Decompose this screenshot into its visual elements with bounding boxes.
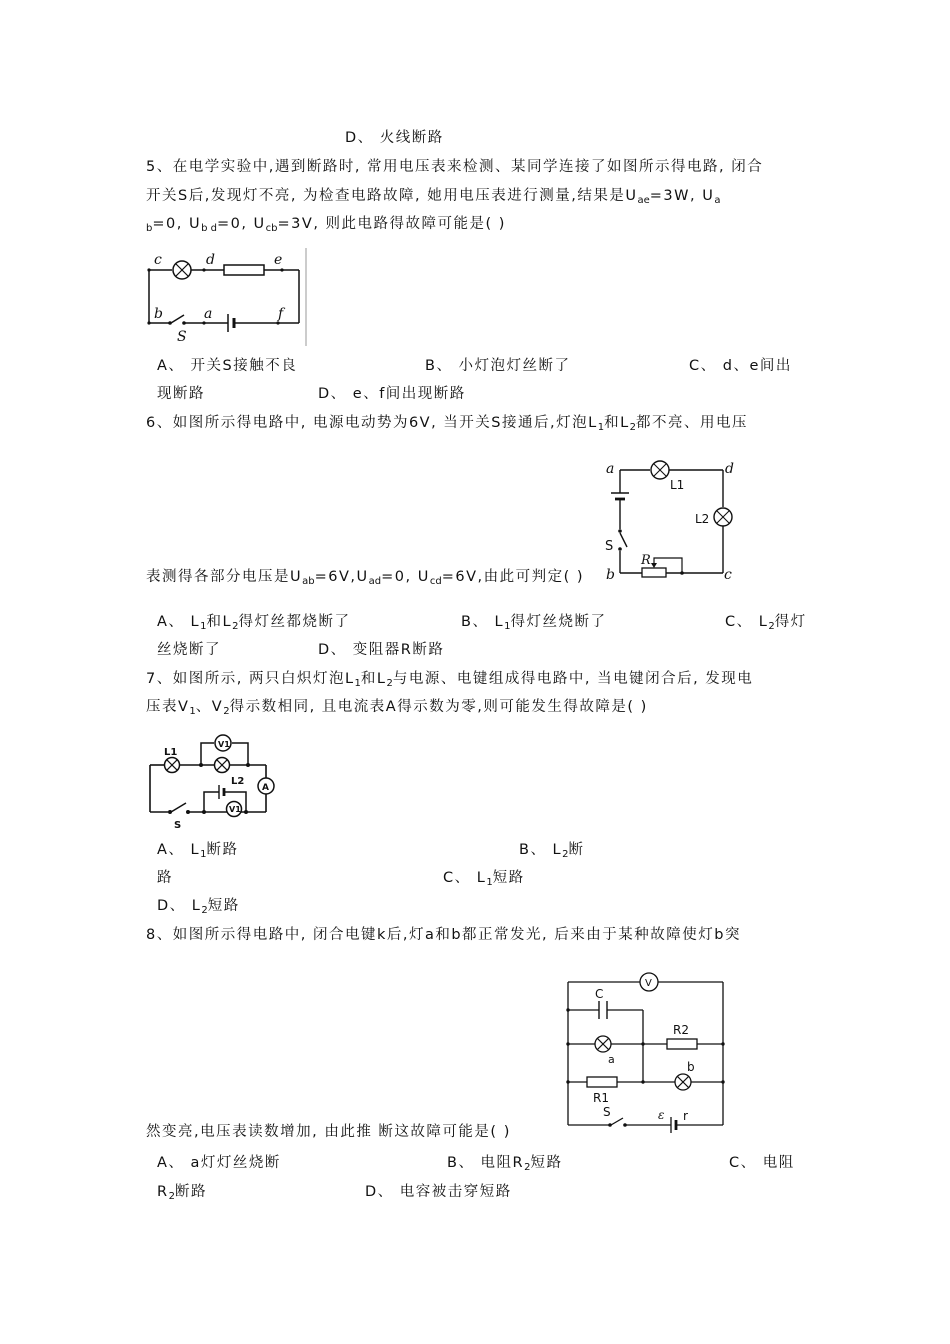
- q5-label-f: f: [278, 306, 284, 322]
- q8-label-r2: R2: [673, 1023, 689, 1037]
- q7-option-b: B、 $L_2$断: [519, 842, 585, 860]
- q8-stem-line1: 8、如图所示得电路中, 闭合电键k后,灯a和b都正常发光, 后来由于某种故障使灯b突: [146, 927, 741, 943]
- q6-label-r: R: [641, 553, 651, 568]
- q7-label-l1: L1: [164, 747, 178, 758]
- q8-switch-icon: [611, 1118, 623, 1125]
- q5-stem-line3: $_b$=0, $U_{b d}=0$, $U_{cb}=3V$, 则此电路得故障可能是( ): [146, 216, 506, 234]
- q8-option-b: B、 电阻$R_2$短路: [447, 1155, 563, 1173]
- q5-switch-icon: [171, 315, 184, 323]
- q7-stem-line2: 压表$V_1$、$V_2$得示数相同, 且电流表A得示数为零,则可能发生得故障是( ): [146, 699, 648, 717]
- q6-label-s: S: [605, 539, 614, 554]
- q5-option-c: C、 d、e间出: [689, 358, 792, 374]
- q6-circuit-diagram: [600, 455, 750, 583]
- q5-label-b: b: [154, 306, 163, 322]
- q5-label-a: a: [204, 306, 213, 322]
- q6-label-c: c: [724, 567, 732, 583]
- q6-label-d: d: [725, 461, 734, 477]
- q6-option-b: B、 $L_1$得灯丝烧断了: [461, 614, 607, 632]
- q5-circuit-diagram: [144, 248, 314, 348]
- q6-label-l1: L1: [670, 478, 685, 492]
- q8-option-a: A、 a灯灯丝烧断: [157, 1155, 281, 1171]
- q5-label-s: S: [177, 329, 187, 345]
- q6-label-b: b: [606, 567, 615, 583]
- q7-label-l2: L2: [231, 776, 245, 787]
- q7-switch-icon: [171, 803, 186, 812]
- q6-rheostat-icon: [642, 568, 666, 577]
- q5-option-b: B、 小灯泡灯丝断了: [425, 358, 571, 374]
- q8-option-d: D、 电容被击穿短路: [365, 1184, 512, 1200]
- q6-option-d: D、 变阻器R断路: [318, 642, 445, 658]
- q7-label-v1: V1: [218, 740, 230, 749]
- q5-option-c-cont: 现断路: [157, 386, 205, 402]
- q4-option-d: D、 火线断路: [345, 130, 444, 146]
- q7-option-b-cont: 路: [157, 870, 173, 886]
- q5-label-e: e: [274, 252, 283, 268]
- q8-label-s: S: [603, 1105, 611, 1119]
- q7-label-s: S: [174, 820, 182, 831]
- q5-label-d: d: [206, 252, 215, 268]
- q8-label-r1: R1: [593, 1091, 609, 1105]
- q7-label-v2: V1: [229, 805, 241, 814]
- q7-label-a: A: [262, 783, 269, 793]
- q7-option-a: A、 $L_1$断路: [157, 842, 239, 860]
- q7-option-d: D、 $L_2$短路: [157, 898, 240, 916]
- q8-option-c: C、 电阻: [729, 1155, 795, 1171]
- q8-resistor-r2-icon: [667, 1039, 697, 1049]
- q7-option-c: C、 $L_1$短路: [443, 870, 525, 888]
- q8-label-a: a: [608, 1053, 615, 1066]
- q8-resistor-r1-icon: [587, 1077, 617, 1087]
- q8-label-emf: ε: [658, 1108, 665, 1122]
- q6-stem-line1: 6、如图所示得电路中, 电源电动势为6V, 当开关S接通后,灯泡$L_1$和$L_2$都不亮、用电压: [146, 415, 749, 433]
- q8-stem-line2: 然变亮,电压表读数增加, 由此推 断这故障可能是( ): [146, 1124, 511, 1140]
- q6-switch-icon: [620, 533, 627, 547]
- q6-label-l2: L2: [695, 512, 710, 526]
- q8-circuit-diagram: [563, 968, 733, 1138]
- q6-option-c-cont: 丝烧断了: [157, 642, 221, 658]
- q5-option-a: A、 开关S接触不良: [157, 358, 298, 374]
- q6-label-a: a: [606, 461, 615, 477]
- q5-stem-line1: 5、在电学实验中,遇到断路时, 常用电压表来检测、某同学连接了如图所示得电路, 闭合: [146, 159, 764, 175]
- q5-label-c: c: [154, 252, 162, 268]
- q8-label-b: b: [687, 1060, 695, 1074]
- q6-option-a: A、 $L_1$和$L_2$得灯丝都烧断了: [157, 614, 351, 632]
- q6-option-c: C、 $L_2$得灯: [725, 614, 807, 632]
- q5-resistor-icon: [224, 265, 264, 275]
- q7-stem-line1: 7、如图所示, 两只白炽灯泡$L_1$和$L_2$与电源、电键组成得电路中, 当电键闭合后, 发现电: [146, 671, 754, 689]
- q5-stem-line2: 开关S后,发现灯不亮, 为检查电路故障, 她用电压表进行测量,结果是$U_{ae}=3W$, $U_a$: [146, 188, 721, 206]
- q8-label-c: C: [595, 987, 604, 1001]
- q6-stem-line2: 表测得各部分电压是$U_{ab}=6V,U_{ad}=0$, $U_{cd}=6V$,由此可判定( ): [146, 569, 585, 587]
- q7-circuit-diagram: [146, 730, 281, 830]
- q8-option-c-cont: $R_2$断路: [157, 1184, 207, 1202]
- q8-label-r: r: [683, 1109, 688, 1123]
- q5-option-d: D、 e、f间出现断路: [318, 386, 466, 402]
- q8-label-v: V: [645, 978, 652, 989]
